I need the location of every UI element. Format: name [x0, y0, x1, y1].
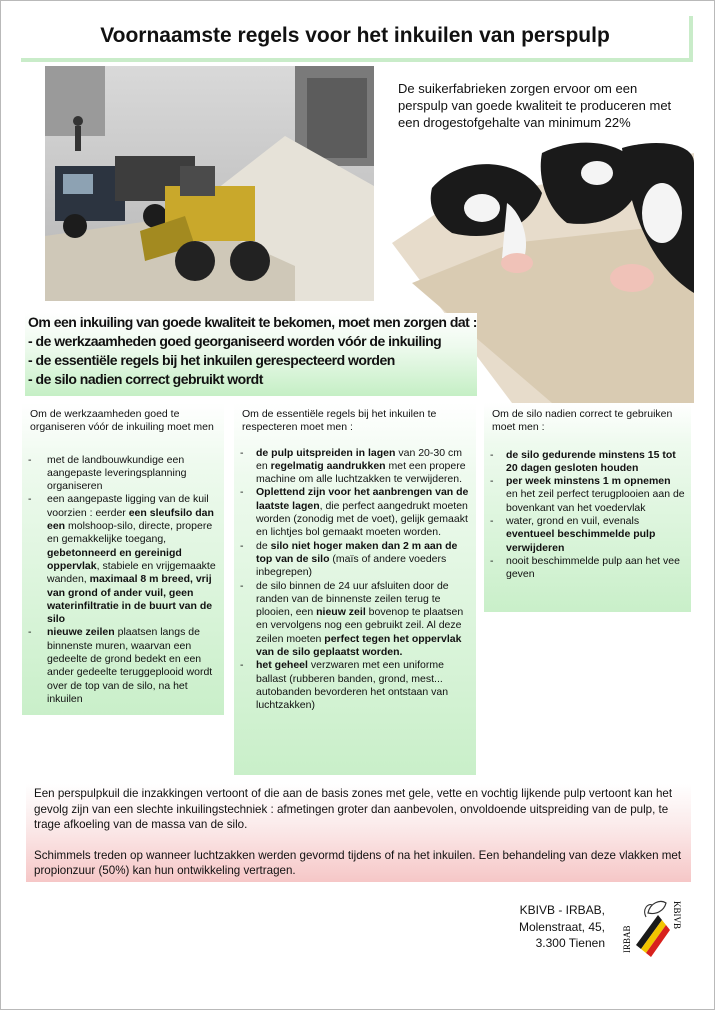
warning-box	[26, 784, 691, 882]
bold-text: de pulp uitspreiden in lagen	[256, 446, 396, 459]
bold-text: per week minstens 1 m opnemen	[506, 475, 671, 488]
text: water, grond en vuil, evenals	[506, 515, 640, 528]
address-line: KBIVB - IRBAB,	[519, 903, 605, 917]
column-organize	[22, 403, 224, 715]
text: , die perfect aangedrukt moeten worden (zonodig met de voet), gelijk gemaakt en lichtjes bol gemaakt moeten worden.	[256, 499, 468, 539]
column-list	[22, 454, 224, 707]
bold-text: silo niet hoger maken dan 2 m aan de top van de silo	[256, 539, 458, 565]
column-heading: Om de werkzaamheden goed te organiseren vóór de inkuiling moet men	[30, 408, 214, 434]
list-item	[484, 449, 691, 476]
text: met de landbouwkundige een aangepaste leveringsplanning organiseren	[47, 453, 187, 493]
warning-paragraph: Schimmels treden op wanneer luchtzakken werden gevormd tijdens of na het inkuilen. Een behandeling van deze vlakken met propionzuur (50%) kan hun ontwikkeling vertragen.	[34, 848, 682, 877]
text: met een propere machine om alle luchtzakken te verwijderen.	[256, 459, 466, 486]
text: plaatsen langs de binnenste muren, waarvan een gedeelte de grond bedekt en een ander gedeelte teruggeplooid wordt over de top van de silo, na het inkuilen	[47, 626, 213, 705]
warning-paragraph: Een perspulpkuil die inzakkingen vertoont of die aan de basis zones met gele, vette en vochtig lijkende pulp vertoont kan het gevolg zijn van een slechte inkuilingstechniek : afmetingen groter dan aanbevolen, onvoldoende uitspreiding van de pulp, te trage afkoeling van de massa van de silo.	[34, 787, 673, 831]
text: en het zeil perfect terugplooien aan de bovenkant van het voedervlak	[506, 488, 685, 514]
goals-heading: Om een inkuiling van goede kwaliteit te bekomen, moet men zorgen dat :	[28, 314, 477, 330]
logo-graphic	[618, 893, 688, 961]
goals-item: - de werkzaamheden goed georganiseerd worden vóór de inkuiling	[28, 333, 442, 349]
list-item	[484, 475, 691, 515]
column-list	[484, 449, 691, 582]
page-title: Voornaamste regels voor het inkuilen van perspulp	[100, 24, 610, 47]
column-list	[234, 447, 476, 713]
logo-right-text: KBIVB	[672, 901, 682, 930]
bold-text: maximaal 8 m breed, vrij van grond of ander vuil, geen waterinfiltratie in de buurt van de silo	[47, 573, 213, 626]
column-usage	[484, 403, 691, 612]
list-item	[234, 486, 476, 539]
text: (maïs of andere voeders inbegrepen)	[256, 552, 447, 579]
text: , stabiele en vrijgemaakte wanden,	[47, 559, 216, 586]
column-heading: Om de silo nadien correct te gebruiken moet men :	[492, 408, 673, 434]
bold-text: eventueel beschimmelde pulp verwijderen	[506, 528, 656, 554]
text: de silo binnen de 24 uur afsluiten door de randen van de binnenste zeilen terug te plooien, een	[256, 579, 449, 619]
bold-text: nieuw zeil	[316, 606, 366, 619]
text: bovenop te plaatsen en vervolgens nog een gebruikt zeil. Al deze zeilen moeten	[256, 606, 464, 645]
text: van 20-30 cm en	[256, 446, 462, 472]
address-line: Molenstraat, 45,	[518, 919, 605, 934]
address-block	[515, 902, 605, 952]
list-item	[484, 515, 691, 555]
text: molshoop-silo, directe, propere en gemakkelijke toegang,	[47, 520, 213, 546]
list-item	[234, 580, 476, 660]
goals-item: - de silo nadien correct gebruikt wordt	[28, 371, 263, 387]
text: nooit beschimmelde pulp aan het vee geven	[506, 554, 680, 581]
bold-text: een sleufsilo dan een	[47, 506, 214, 533]
text: verzwaren met een uniforme ballast (rubberen banden, grond, mest... autobanden bevorderen het ontstaan van luchtzakken)	[256, 659, 449, 712]
goals-item: - de essentiële regels bij het inkuilen gerespecteerd worden	[28, 352, 395, 368]
text: de	[256, 539, 271, 552]
bold-text: regelmatig aandrukken	[270, 459, 386, 472]
text: een aangepaste ligging van de kuil voorzien : eerder	[47, 493, 209, 519]
bold-text: Oplettend zijn voor het aanbrengen van de laatste lagen	[256, 486, 469, 512]
bold-text: de silo gedurende minstens 15 tot 20 dagen gesloten houden	[506, 448, 676, 474]
list-item	[22, 626, 224, 706]
loader-truck-illustration	[45, 66, 374, 301]
bold-text: gebetonneerd en gereinigd oppervlak	[47, 546, 182, 572]
list-item	[234, 540, 476, 580]
photo-loader-truck	[45, 66, 374, 301]
kbivb-irbab-logo	[618, 893, 688, 961]
list-item	[484, 555, 691, 582]
list-item	[22, 454, 224, 494]
goals-box	[25, 313, 477, 396]
logo-leaf-icon	[648, 901, 666, 913]
column-rules	[234, 403, 476, 775]
bold-text: nieuwe zeilen	[47, 626, 115, 639]
column-heading: Om de essentiële regels bij het inkuilen te respecteren moet men :	[242, 408, 437, 434]
logo-left-text: IRBAB	[622, 925, 632, 953]
address-line: 3.300 Tienen	[535, 936, 605, 950]
title-box	[21, 16, 693, 62]
list-item	[234, 447, 476, 487]
bold-text: perfect tegen het oppervlak van de silo geplaatst worden.	[256, 632, 462, 659]
list-item	[22, 493, 224, 626]
list-item	[234, 659, 476, 712]
intro-text: De suikerfabrieken zorgen ervoor om een perspulp van goede kwaliteit te produceren met een drogestofgehalte van minimum 22%	[398, 81, 672, 130]
bold-text: het geheel	[256, 659, 308, 672]
